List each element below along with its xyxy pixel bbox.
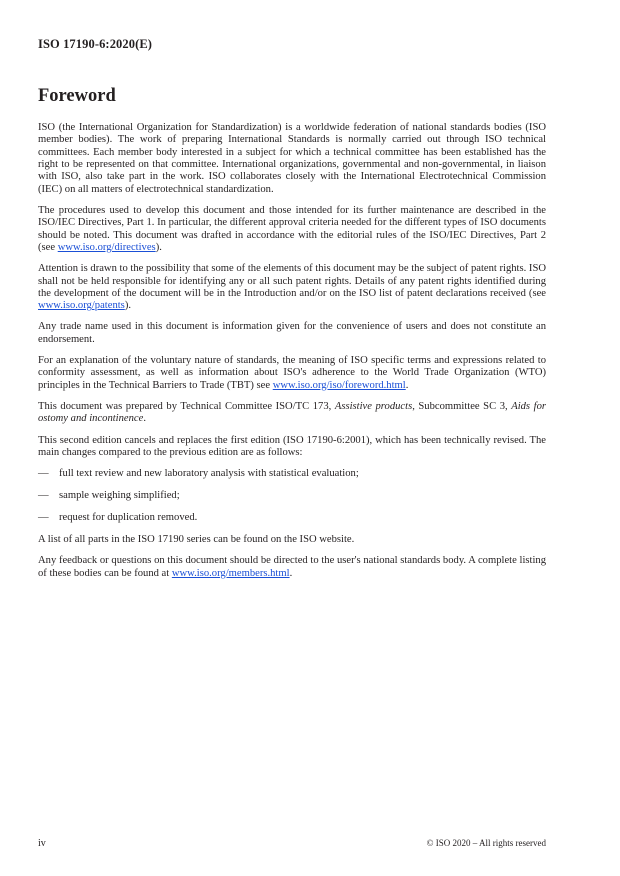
paragraph-text: . [405,379,409,391]
dash-bullet-icon: — [38,512,49,524]
paragraph-text: . [143,413,146,425]
copyright-notice: © ISO 2020 – All rights reserved [426,838,546,848]
dash-bullet-icon: — [38,490,49,502]
dash-bullet-icon: — [38,468,49,480]
paragraph-text: ). [124,300,131,312]
paragraph-edition: This second edition cancels and replaces the first edition (ISO 17190-6:2001), which has been technically revised. The main changes compared to the previous edition are as follows: [38,434,546,458]
paragraph-committee [38,401,546,426]
list-item-text: full text review and new laboratory analysis with statistical evaluation; [59,468,359,480]
paragraph-iso-intro: ISO (the International Organization for Standardization) is a worldwide federation of national standards bodies (ISO member bodies). The work of preparing International Standards is normally carried out through ISO technical committees. Each member body interested in a subject for which a technical committee has been established has the right to be represented on that committee. International organizations, governmental and non-governmental, in liaison with ISO, also take part in the work. ISO collaborates closely with the International Electrotechnical Commission (IEC) on all matters of electrotechnical standardization. [38,122,546,195]
paragraph-text: Attention is drawn to the possibility that some of the elements of this document may be the subject of patent rights. ISO shall not be held responsible for identifying any or all such patent rights. Details of any patent rights identified during the development of the document will be in the Introduction and/or on the ISO list of patent declarations received (see [38,263,546,299]
paragraph-voluntary-nature [38,355,546,392]
paragraph-text: . [289,567,293,579]
paragraph-patents [38,263,546,312]
list-item-text: sample weighing simplified; [59,490,180,502]
paragraph-text: , Subcommittee SC 3, [412,400,512,412]
list-item-text: request for duplication removed. [59,512,198,524]
paragraph-text: The procedures used to develop this document and those intended for its further maintenance are described in the ISO/IEC Directives, Part 1. In particular, the different approval criteria needed for the different types of ISO documents should be noted. This document was drafted in accordance with the editorial rules of the ISO/IEC Directives, Part 2 (see [38,204,546,253]
list-item [38,468,546,480]
section-title: Foreword [38,86,116,106]
link-members[interactable]: www.iso.org/members.html [171,567,290,579]
list-item [38,490,546,502]
paragraph-text: For an explanation of the voluntary nature of standards, the meaning of ISO specific terms and expressions related to conformity assessment, as well as information about ISO's adherence to the World Trade Organization (WTO) principles in the Technical Barriers to Trade (TBT) see [38,355,546,391]
link-patents[interactable]: www.iso.org/patents [38,300,125,312]
page-number: iv [38,838,46,849]
link-directives[interactable]: www.iso.org/directives [57,241,156,253]
link-foreword[interactable]: www.iso.org/iso/foreword.html [272,379,406,391]
committee-name: Assistive products [334,400,413,412]
subcommittee-name: Aids for ostomy and incontinence [38,400,546,425]
foreword-body [38,122,546,589]
paragraph-trade-name: Any trade name used in this document is information given for the convenience of users and does not constitute an endorsement. [38,321,546,345]
document-id-header: ISO 17190-6:2020(E) [38,37,153,51]
list-item [38,512,546,524]
paragraph-procedures [38,205,546,254]
paragraph-text: Any feedback or questions on this document should be directed to the user's national standards body. A complete listing of these bodies can be found at [38,555,546,579]
changes-list [38,468,546,524]
paragraph-text: This document was prepared by Technical Committee ISO/TC 173, [38,400,335,412]
paragraph-series: A list of all parts in the ISO 17190 series can be found on the ISO website. [38,533,355,545]
paragraph-feedback [38,555,546,580]
paragraph-text: ). [155,241,162,253]
